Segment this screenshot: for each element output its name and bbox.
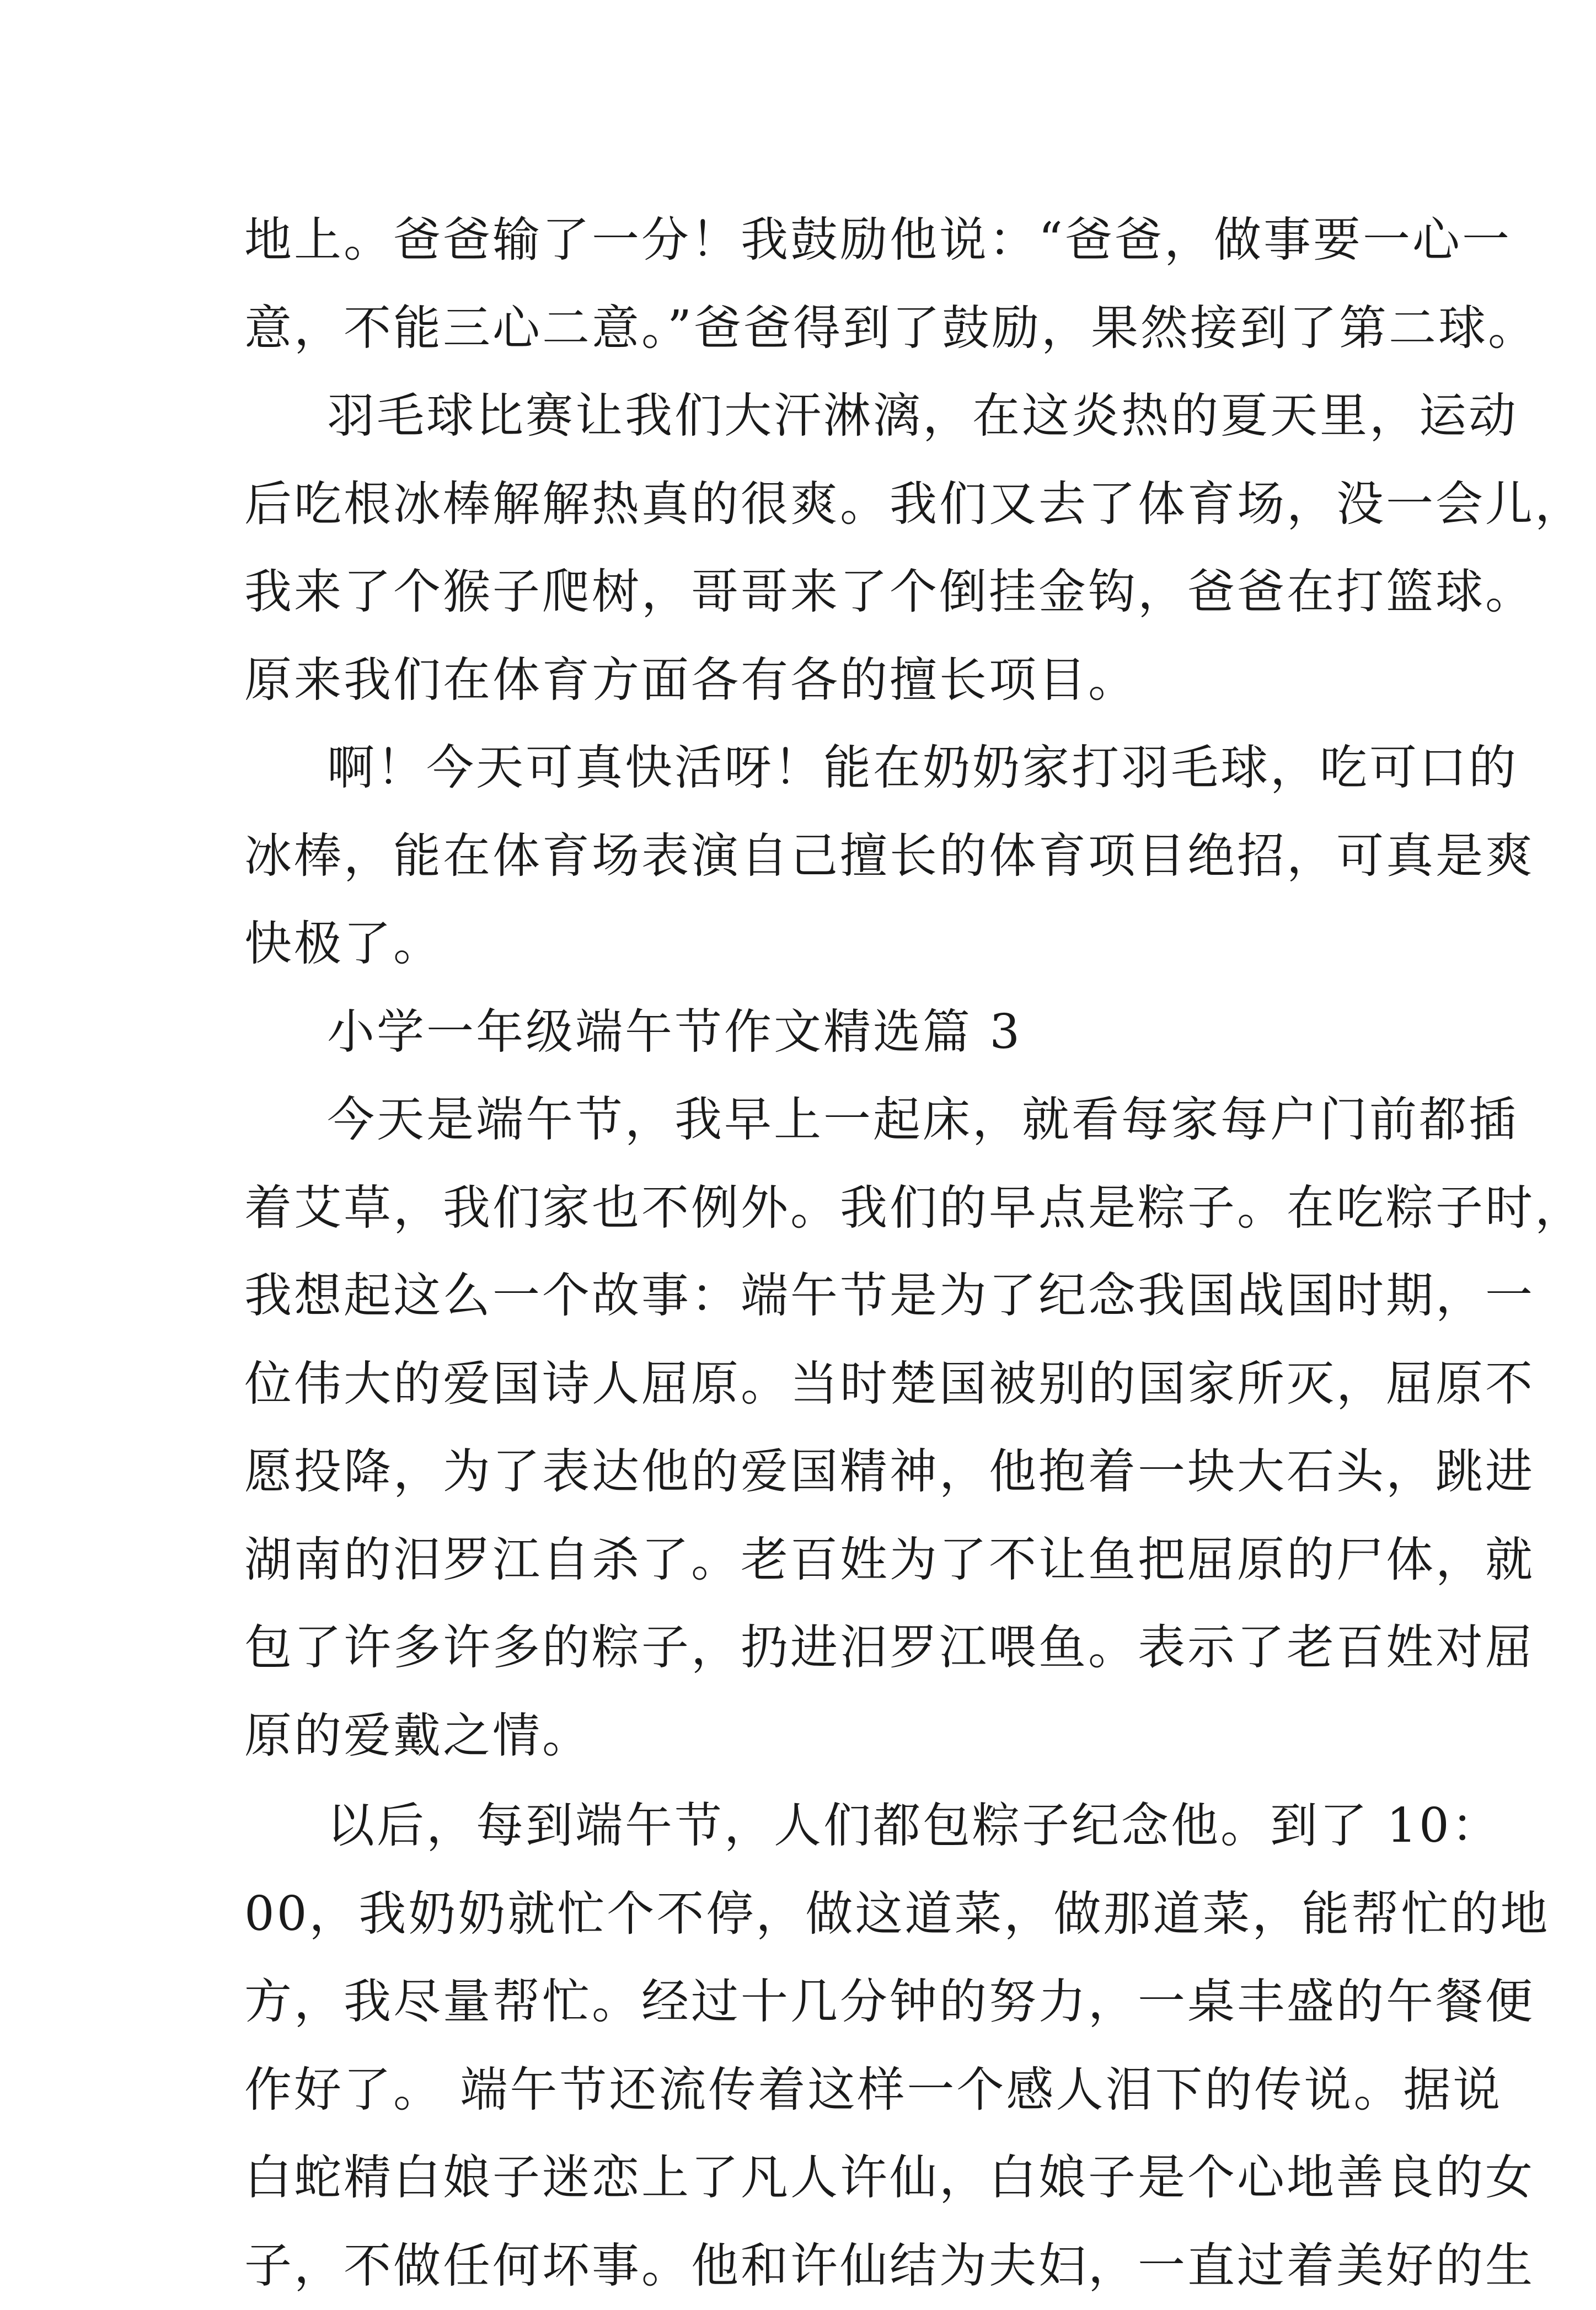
text-line: 作好了。 端午节还流传着这样一个感人泪下的传说。据说 bbox=[244, 2046, 1380, 2135]
section-heading: 小学一年级端午节作文精选篇 3 bbox=[244, 988, 1380, 1077]
text-line: 我来了个猴子爬树，哥哥来了个倒挂金钩，爸爸在打篮球。 bbox=[244, 548, 1380, 637]
paragraph-start-line: 今天是端午节，我早上一起床，就看每家每户门前都插 bbox=[244, 1076, 1380, 1164]
text-line: 冰棒，能在体育场表演自己擅长的体育项目绝招，可真是爽 bbox=[244, 812, 1380, 901]
paragraph-start-line: 啊！今天可真快活呀！能在奶奶家打羽毛球，吃可口的 bbox=[244, 724, 1380, 812]
text-line: 白蛇精白娘子迷恋上了凡人许仙，白娘子是个心地善良的女 bbox=[244, 2134, 1380, 2222]
paragraph-start-line: 以后，每到端午节，人们都包粽子纪念他。到了 10： bbox=[244, 1782, 1380, 1870]
text-line: 地上。爸爸输了一分！我鼓励他说：“爸爸，做事要一心一 bbox=[244, 196, 1380, 285]
text-line: 后吃根冰棒解解热真的很爽。我们又去了体育场，没一会儿， bbox=[244, 461, 1380, 549]
text-line: 包了许多许多的粽子，扔进汨罗江喂鱼。表示了老百姓对屈 bbox=[244, 1604, 1380, 1692]
text-line: 方，我尽量帮忙。经过十几分钟的努力，一桌丰盛的午餐便 bbox=[244, 1958, 1380, 2046]
text-line: 愿投降，为了表达他的爱国精神，他抱着一块大石头，跳进 bbox=[244, 1428, 1380, 1516]
text-line: 原来我们在体育方面各有各的擅长项目。 bbox=[244, 637, 1380, 725]
text-line: 我想起这么一个故事：端午节是为了纪念我国战国时期，一 bbox=[244, 1252, 1380, 1340]
text-line: 原的爱戴之情。 bbox=[244, 1692, 1380, 1780]
text-line: 湖南的汨罗江自杀了。老百姓为了不让鱼把屈原的尸体，就 bbox=[244, 1516, 1380, 1605]
essay-text bbox=[244, 196, 1380, 2310]
text-line: 位伟大的爱国诗人屈原。当时楚国被别的国家所灭，屈原不 bbox=[244, 1340, 1380, 1429]
text-line: 着艾草，我们家也不例外。我们的早点是粽子。在吃粽子时， bbox=[244, 1164, 1380, 1253]
text-line: 意，不能三心二意。”爸爸得到了鼓励，果然接到了第二球。 bbox=[244, 285, 1380, 373]
paragraph-start-line: 羽毛球比赛让我们大汗淋漓，在这炎热的夏天里，运动 bbox=[244, 372, 1380, 461]
text-line: 子，不做任何坏事。他和许仙结为夫妇，一直过着美好的生 bbox=[244, 2222, 1380, 2310]
text-line: 00，我奶奶就忙个不停，做这道菜，做那道菜，能帮忙的地 bbox=[244, 1870, 1380, 1959]
text-line: 快极了。 bbox=[244, 900, 1380, 988]
